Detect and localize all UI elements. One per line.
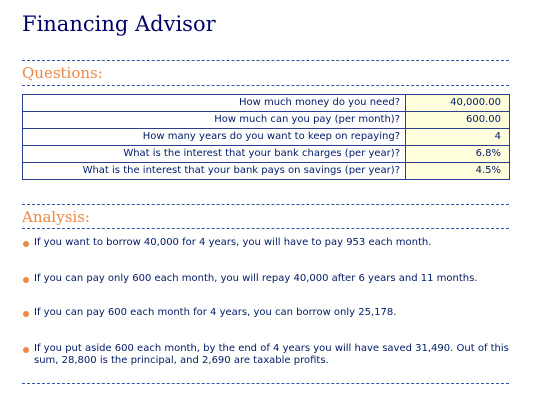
question-label-savings-rate: What is the interest that your bank pays on savings (per year)? — [23, 163, 406, 180]
monthly-payment-input[interactable]: 600.00 — [406, 112, 510, 129]
divider-analysis — [22, 228, 509, 229]
question-label-bank-charge-rate: What is the interest that your bank charges (per year)? — [23, 146, 406, 163]
amount-needed-input[interactable]: 40,000.00 — [406, 95, 510, 112]
page-title: Financing Advisor — [22, 12, 216, 36]
question-label-years: How many years do you want to keep on repaying? — [23, 129, 406, 146]
bullet-icon — [23, 311, 29, 317]
bullet-icon — [23, 347, 29, 353]
question-row — [23, 112, 510, 129]
savings-rate-input[interactable]: 4.5% — [406, 163, 510, 180]
question-row — [23, 163, 510, 180]
divider-bottom — [22, 383, 509, 384]
analysis-heading: Analysis: — [22, 208, 90, 226]
bullet-icon — [23, 241, 29, 247]
divider-questions — [22, 85, 509, 86]
divider-top — [22, 60, 509, 61]
question-row — [23, 146, 510, 163]
years-input[interactable]: 4 — [406, 129, 510, 146]
question-row — [23, 95, 510, 112]
question-row — [23, 129, 510, 146]
analysis-text: If you put aside 600 each month, by the end of 4 years you will have saved 31,490. Out of this sum, 28,800 is the principal, and 2,690 are taxable profits. — [34, 343, 509, 366]
analysis-text: If you can pay 600 each month for 4 years, you can borrow only 25,178. — [34, 307, 397, 318]
question-label-amount: How much money do you need? — [23, 95, 406, 112]
analysis-text: If you can pay only 600 each month, you will repay 40,000 after 6 years and 11 months. — [34, 273, 478, 284]
question-label-monthly-payment: How much can you pay (per month)? — [23, 112, 406, 129]
bank-charge-rate-input[interactable]: 6.8% — [406, 146, 510, 163]
bullet-icon — [23, 277, 29, 283]
questions-heading: Questions: — [22, 64, 103, 82]
divider-analysis-top — [22, 204, 509, 205]
questions-table — [22, 94, 510, 180]
analysis-text: If you want to borrow 40,000 for 4 years, you will have to pay 953 each month. — [34, 237, 432, 248]
